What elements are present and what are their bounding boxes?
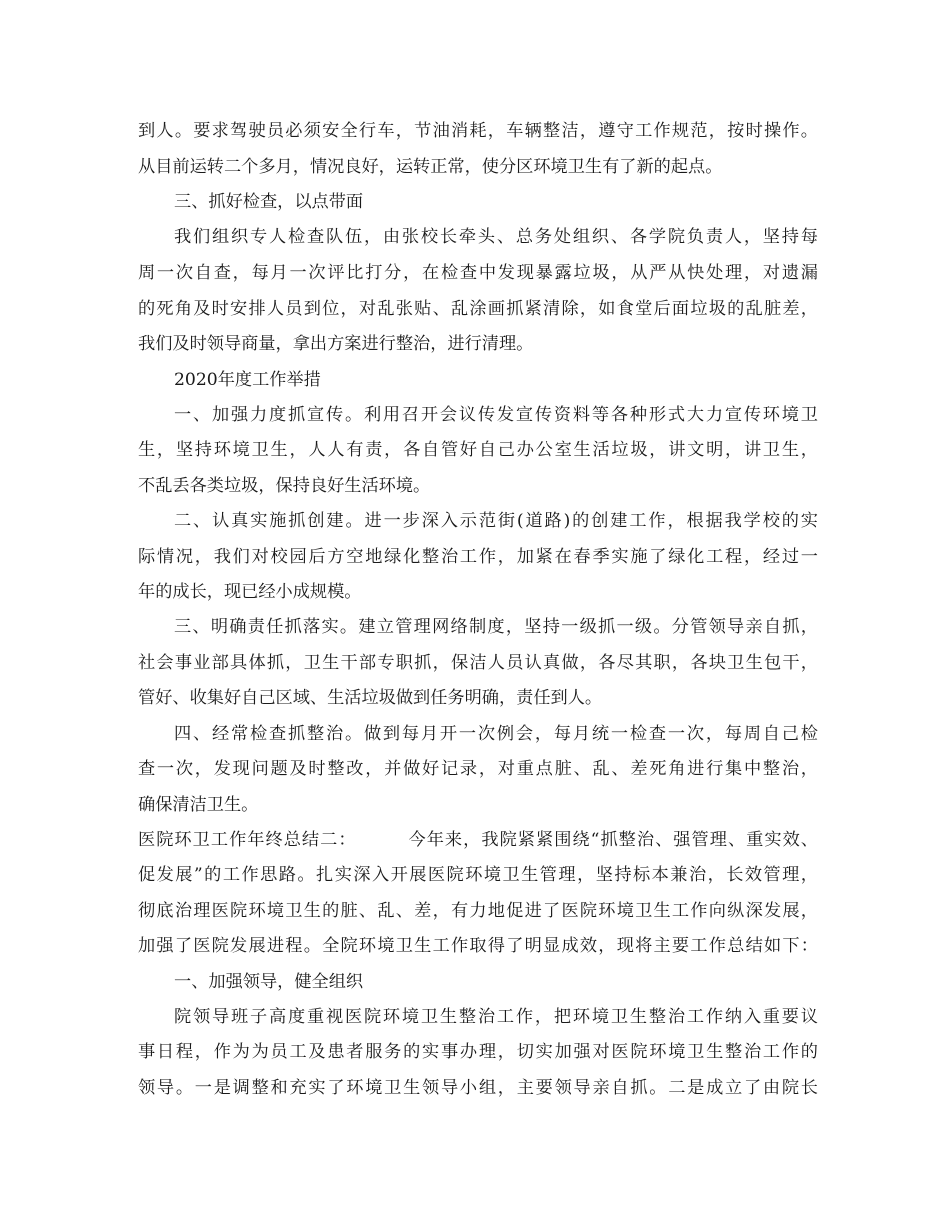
- text-line: 领导。一是调整和充实了环境卫生领导小组，主要领导亲自抓。二是成立了由院长: [138, 1078, 818, 1098]
- text-line: 到人。要求驾驶员必须安全行车，节油消耗，车辆整洁，遵守工作规范，按时操作。: [138, 121, 818, 141]
- text-line: 二、认真实施抓创建。进一步深入示范街(道路)的创建工作，根据我学校的实: [174, 511, 818, 531]
- text-line: 四、经常检查抓整治。做到每月开一次例会，每月统一检查一次，每周自己检: [174, 724, 818, 744]
- text-line: 三、明确责任抓落实。建立管理网络制度，坚持一级抓一级。分管领导亲自抓，: [174, 617, 818, 637]
- text-line: 我们及时领导商量，拿出方案进行整治，进行清理。: [138, 334, 534, 354]
- section-heading: 2020年度工作举措: [174, 370, 321, 390]
- text-line: 周一次自查，每月一次评比打分，在检查中发现暴露垃圾，从严从快处理，对遗漏: [138, 263, 818, 283]
- text-line: 我们组织专人检查队伍，由张校长牵头、总务处组织、各学院负责人，坚持每: [174, 227, 818, 247]
- text-line: 不乱丢各类垃圾，保持良好生活环境。: [138, 476, 431, 496]
- text-line: 院领导班子高度重视医院环境卫生整治工作，把环境卫生整治工作纳入重要议: [174, 1007, 818, 1027]
- text-line: 促发展”的工作思路。扎实深入开展医院环境卫生管理，坚持标本兼治，长效管理，: [138, 865, 818, 885]
- text-line: 际情况，我们对校园后方空地绿化整治工作，加紧在春季实施了绿化工程，经过一: [138, 547, 818, 567]
- text-line: 的死角及时安排人员到位，对乱张贴、乱涂画抓紧清除，如食堂后面垃圾的乱脏差，: [138, 299, 818, 319]
- text-line: 一、加强力度抓宣传。利用召开会议传发宣传资料等各种形式大力宣传环境卫: [174, 405, 818, 425]
- section-heading: 三、抓好检查，以点带面: [174, 192, 364, 212]
- text-line: 社会事业部具体抓，卫生干部专职抓，保洁人员认真做，各尽其职，各块卫生包干，: [138, 653, 818, 673]
- text-line: 查一次，发现问题及时整改，并做好记录，对重点脏、乱、差死角进行集中整治，: [138, 759, 818, 779]
- text-line: 从目前运转二个多月，情况良好，运转正常，使分区环境卫生有了新的起点。: [138, 157, 723, 177]
- text-line: 生，坚持环境卫生，人人有责，各自管好自己办公室生活垃圾，讲文明，讲卫生，: [138, 440, 818, 460]
- section-heading: 一、加强领导，健全组织: [174, 972, 364, 992]
- text-line: 年的成长，现已经小成规模。: [138, 582, 362, 602]
- text-line: 医院环卫工作年终总结二： 今年来，我院紧紧围绕“抓整治、强管理、重实效、: [138, 830, 818, 850]
- text-line: 彻底治理医院环境卫生的脏、乱、差，有力地促进了医院环境卫生工作向纵深发展，: [138, 901, 818, 921]
- text-line: 加强了医院发展进程。全院环境卫生工作取得了明显成效，现将主要工作总结如下：: [138, 936, 818, 956]
- text-line: 管好、收集好自己区域、生活垃圾做到任务明确，责任到人。: [138, 688, 603, 708]
- text-line: 事日程，作为为员工及患者服务的实事办理，切实加强对医院环境卫生整治工作的: [138, 1042, 818, 1062]
- text-line: 确保清洁卫生。: [138, 795, 259, 815]
